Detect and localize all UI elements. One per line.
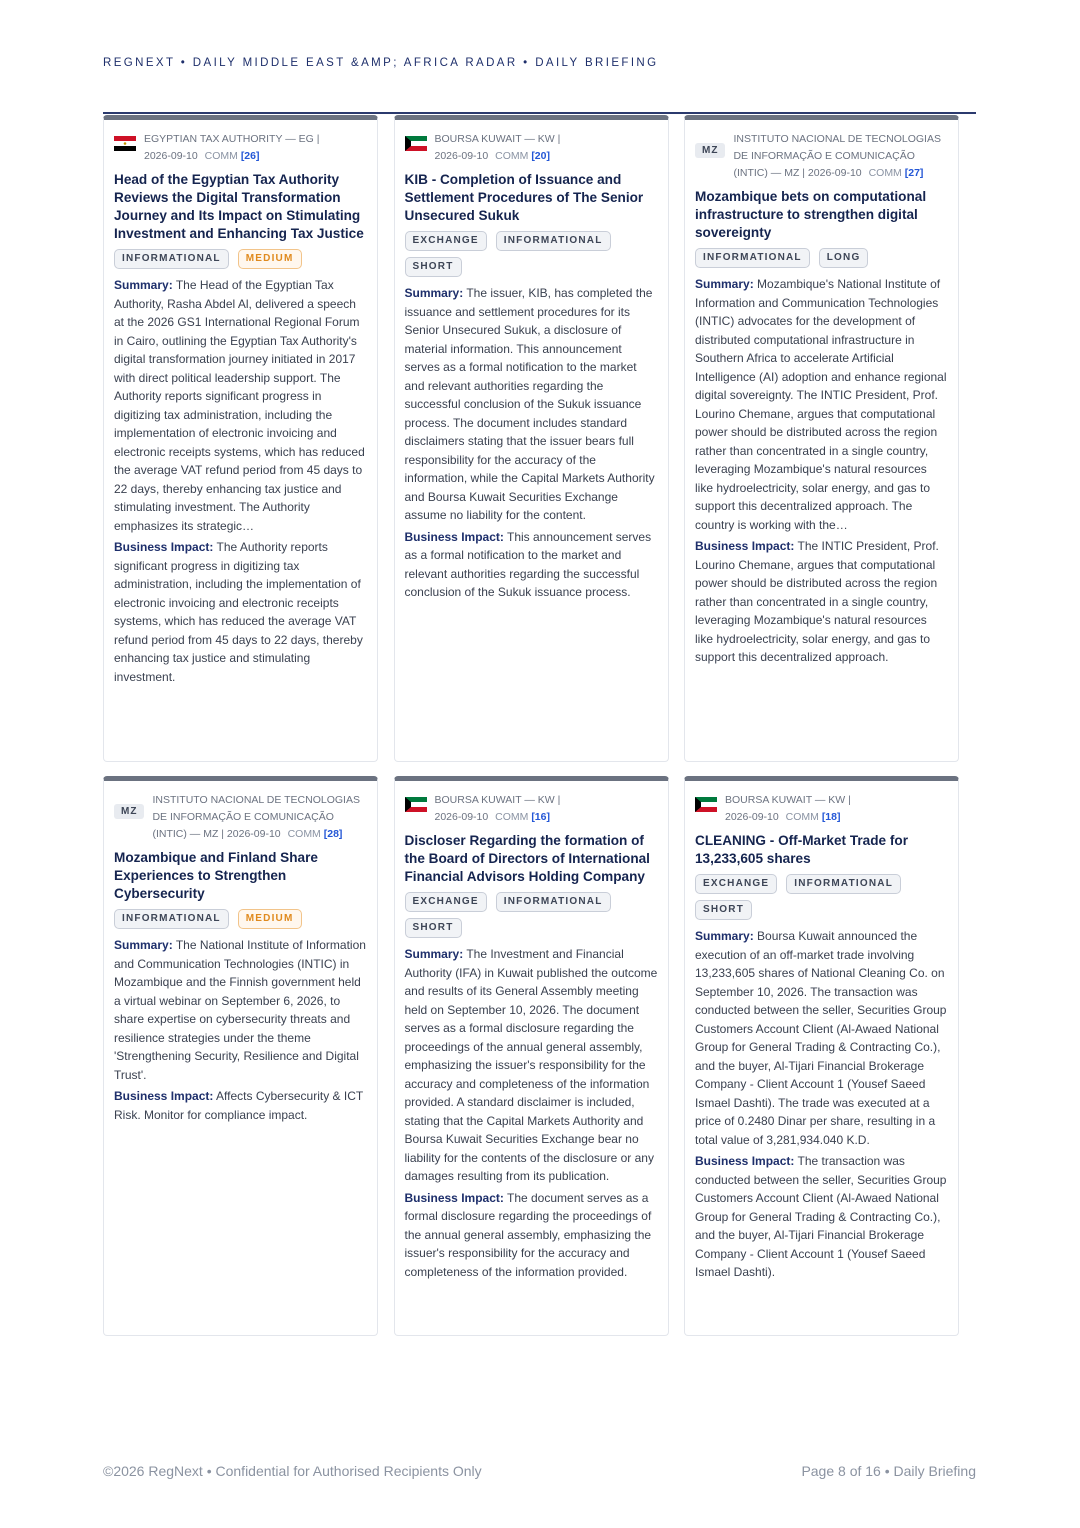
summary-text: Mozambique's National Institute of Information and Communication Technologies (INTIC) advocates for the development of distributed computational infrastructure in Southern Africa to accelerate Artificial Intelligence (AI) adoption and enhance regional digital sovereignty. The INTIC President, Prof. Lourino Chemane, argues that computational power should be distributed across the region rather than concentrated in a single country, leveraging Mozambique's natural resources like hydroelectricity, solar energy, and gas to support this decentralized approach. The country is working with the… <box>695 277 947 532</box>
date: 2026-09-10 <box>226 828 281 840</box>
tag-list <box>114 249 367 269</box>
tag-list <box>405 892 658 938</box>
impact-text: Affects Cybersecurity & ICT Risk. Monitor for compliance impact. <box>114 1089 363 1122</box>
comm-label: COMM <box>495 811 529 823</box>
tag: INFORMATIONAL <box>695 248 810 268</box>
card-meta <box>695 131 948 182</box>
header-divider <box>103 112 976 114</box>
summary-label: Summary: <box>404 286 464 300</box>
impact-label: Business Impact: <box>695 1154 795 1168</box>
summary <box>114 276 367 535</box>
card-meta <box>114 792 367 843</box>
business-impact <box>405 528 658 602</box>
business-impact <box>405 1189 658 1282</box>
source-name: EGYPTIAN TAX AUTHORITY — EG | <box>144 133 320 145</box>
summary-label: Summary: <box>114 938 173 952</box>
card-title[interactable]: CLEANING - Off-Market Trade for 13,233,605 shares <box>695 833 908 866</box>
tag-list <box>405 231 658 277</box>
tag: INFORMATIONAL <box>114 249 229 269</box>
date: 2026-09-10 <box>807 167 862 179</box>
tag: INFORMATIONAL <box>786 874 901 894</box>
kuwait-flag-icon <box>405 797 427 812</box>
summary-label: Summary: <box>404 947 464 961</box>
page-header: REGNEXT • DAILY MIDDLE EAST &AMP; AFRICA RADAR • DAILY BRIEFING <box>103 57 659 69</box>
impact-label: Business Impact: <box>695 539 795 553</box>
country-code-badge: MZ <box>695 143 725 158</box>
tag: EXCHANGE <box>405 892 487 912</box>
source-name: INSTITUTO NACIONAL DE TECNOLOGIAS DE INFORMAÇÃO E COMUNICAÇÃO (INTIC) — MZ | <box>733 133 941 179</box>
source-line <box>725 792 851 826</box>
impact-text: This announcement serves as a formal notification to the market and relevant authorities regarding the successful conclusion of the Sukuk issuance process. <box>404 529 652 599</box>
source-line <box>733 131 948 182</box>
date: 2026-09-10 <box>434 150 489 162</box>
summary-label: Summary: <box>695 277 754 291</box>
comm-label: COMM <box>868 167 902 179</box>
tag: EXCHANGE <box>695 874 777 894</box>
briefing-card <box>684 776 959 1336</box>
comm-label: COMM <box>495 150 529 162</box>
comm-label: COMM <box>204 150 238 162</box>
tag: INFORMATIONAL <box>496 231 611 251</box>
impact-label: Business Impact: <box>114 540 214 554</box>
tag: SHORT <box>405 918 462 938</box>
impact-label: Business Impact: <box>404 529 504 544</box>
impact-text: The Authority reports significant progress in digitizing tax administration, including the implementation of electronic invoicing and electronic receipts systems, which has reduced the average VAT refund period from 45 days to 22 days, thereby enhancing tax justice and stimulating investment. <box>114 540 363 684</box>
source-line <box>144 131 319 165</box>
date: 2026-09-10 <box>434 811 489 823</box>
card-title[interactable]: Mozambique bets on computational infrastructure to strengthen digital sovereignty <box>695 189 927 240</box>
tag-list <box>695 248 948 268</box>
business-impact <box>114 1087 367 1124</box>
source-name: INSTITUTO NACIONAL DE TECNOLOGIAS DE INFORMAÇÃO E COMUNICAÇÃO (INTIC) — MZ | <box>152 794 360 840</box>
source-line <box>435 792 561 826</box>
reference-link[interactable]: [20] <box>531 150 550 162</box>
summary <box>405 945 658 1186</box>
egypt-flag-icon <box>114 136 136 151</box>
tag: SHORT <box>405 257 462 277</box>
card-title[interactable]: KIB - Completion of Issuance and Settlement Procedures of The Senior Unsecured Sukuk <box>404 172 644 223</box>
card-meta <box>405 131 658 165</box>
tag: MEDIUM <box>238 909 302 929</box>
card-title[interactable]: Mozambique and Finland Share Experiences to Strengthen Cybersecurity <box>114 850 318 901</box>
summary-text: Boursa Kuwait announced the execution of an off-market trade involving 13,233,605 shares of National Cleaning Co. on September 10, 2026. The transaction was conducted between the seller, Securities Group Customers Account Client (Al-Awaed National Group for General Trading & Contracting Co.), and the buyer, Al-Tijari Financial Brokerage Company - Client Account 1 (Yousef Saeed Ismael Dashti). The trade was executed at a price of 0.2480 Dinar per share, resulting in a total value of 3,281,934.040 K.D. <box>695 929 947 1147</box>
card-title[interactable]: Head of the Egyptian Tax Authority Reviews the Digital Transformation Journey and Its Impact on Stimulating Investment and Enhancing Tax Justice <box>114 172 364 241</box>
tag: SHORT <box>695 900 752 920</box>
impact-label: Business Impact: <box>404 1190 504 1205</box>
source-name: BOURSA KUWAIT — KW | <box>725 794 851 806</box>
briefing-card <box>394 776 669 1336</box>
summary <box>405 284 658 525</box>
tag: EXCHANGE <box>405 231 487 251</box>
reference-link[interactable]: [16] <box>531 811 550 823</box>
source-name: BOURSA KUWAIT — KW | <box>434 133 561 145</box>
impact-text: The INTIC President, Prof. Lourino Chemane, argues that computational power should be distributed across the region rather than concentrated in a single country, leveraging Mozambique's natural resources like hydroelectricity, solar energy, and gas to support this decentralized approach. <box>695 539 939 664</box>
impact-label: Business Impact: <box>114 1089 214 1103</box>
kuwait-flag-icon <box>695 797 717 812</box>
briefing-grid <box>103 115 959 1336</box>
summary-text: The issuer, KIB, has completed the issuance and settlement procedures for its Senior Unsecured Sukuk, a disclosure of material information. This announcement serves as a formal notification to the market and relevant authorities regarding the successful conclusion of the Sukuk issuance process. The document includes standard disclaimers stating that the issuer bears full responsibility for the accuracy of the information, while the Capital Markets Authority and Boursa Kuwait Securities Exchange assume no liability for the content. <box>404 286 655 522</box>
business-impact <box>114 538 367 686</box>
card-title[interactable]: Discloser Regarding the formation of the Board of Directors of International Financial Advisors Holding Company <box>404 833 650 884</box>
tag-list <box>114 909 367 929</box>
briefing-card <box>103 776 378 1336</box>
date: 2026-09-10 <box>725 811 779 823</box>
impact-text: The document serves as a formal disclosure regarding the proceedings of the annual general assembly, emphasizing the issuer's responsibility for the accuracy and completeness of the information provided. <box>404 1190 652 1279</box>
date: 2026-09-10 <box>144 150 198 162</box>
tag-list <box>695 874 948 920</box>
country-code-badge: MZ <box>114 804 144 819</box>
summary-text: The Head of the Egyptian Tax Authority, Rasha Abdel Al, delivered a speech at the 2026 GS1 International Regional Forum in Cairo, outlining the Egyptian Tax Authority's digital transformation journey initiated in 2017 with direct political leadership support. The Authority reports significant progress in digitizing tax administration, including the implementation of electronic invoicing and electronic receipts systems, which has reduced the average VAT refund period from 45 days to 22 days, thereby enhancing tax justice and stimulating investment. The Authority emphasizes its strategic… <box>114 278 365 533</box>
briefing-card <box>394 115 669 762</box>
footer-copyright: ©2026 RegNext • Confidential for Authorised Recipients Only <box>103 1463 482 1479</box>
reference-link[interactable]: [27] <box>904 167 924 179</box>
summary-text: The National Institute of Information and Communication Technologies (INTIC) in Mozambique and the Finnish government held a virtual webinar on September 6, 2026, to share expertise on cybersecurity threats and resilience strategies under the theme 'Strengthening Security, Resilience and Digital Trust'. <box>114 938 366 1082</box>
business-impact <box>695 537 948 667</box>
card-meta <box>405 792 658 826</box>
briefing-card <box>103 115 378 762</box>
summary-label: Summary: <box>695 929 754 943</box>
summary-label: Summary: <box>114 278 173 292</box>
briefing-card <box>684 115 959 762</box>
comm-label: COMM <box>287 828 321 840</box>
footer-page-number: Page 8 of 16 • Daily Briefing <box>801 1463 976 1479</box>
tag: INFORMATIONAL <box>114 909 229 929</box>
business-impact <box>695 1152 948 1282</box>
tag: MEDIUM <box>238 249 302 269</box>
impact-text: The transaction was conducted between the seller, Securities Group Customers Account Client (Al-Awaed National Group for General Trading & Contracting Co.), and the buyer, Al-Tijari Financial Brokerage Company - Client Account 1 (Yousef Saeed Ismael Dashti). <box>695 1154 947 1279</box>
reference-link[interactable]: [28] <box>323 828 343 840</box>
summary <box>695 927 948 1149</box>
summary-text: The Investment and Financial Authority (IFA) in Kuwait published the outcome and results of its General Assembly meeting held on September 10, 2026. The document serves as a formal disclosure regarding the proceedings of the annual general assembly, emphasizing the issuer's responsibility for the accuracy and completeness of the information provided. A standard disclaimer is included, stating that the Capital Markets Authority and Boursa Kuwait Securities Exchange bear no liability for the contents of the disclosure or any damages resulting from its publication. <box>404 947 658 1183</box>
source-line <box>152 792 367 843</box>
source-line <box>435 131 561 165</box>
summary <box>695 275 948 534</box>
tag: INFORMATIONAL <box>496 892 611 912</box>
summary <box>114 936 367 1084</box>
card-meta <box>114 131 367 165</box>
tag: LONG <box>819 248 869 268</box>
comm-label: COMM <box>785 811 819 823</box>
kuwait-flag-icon <box>405 136 427 151</box>
source-name: BOURSA KUWAIT — KW | <box>434 794 561 806</box>
reference-link[interactable]: [26] <box>240 150 260 162</box>
card-meta <box>695 792 948 826</box>
reference-link[interactable]: [18] <box>821 811 841 823</box>
